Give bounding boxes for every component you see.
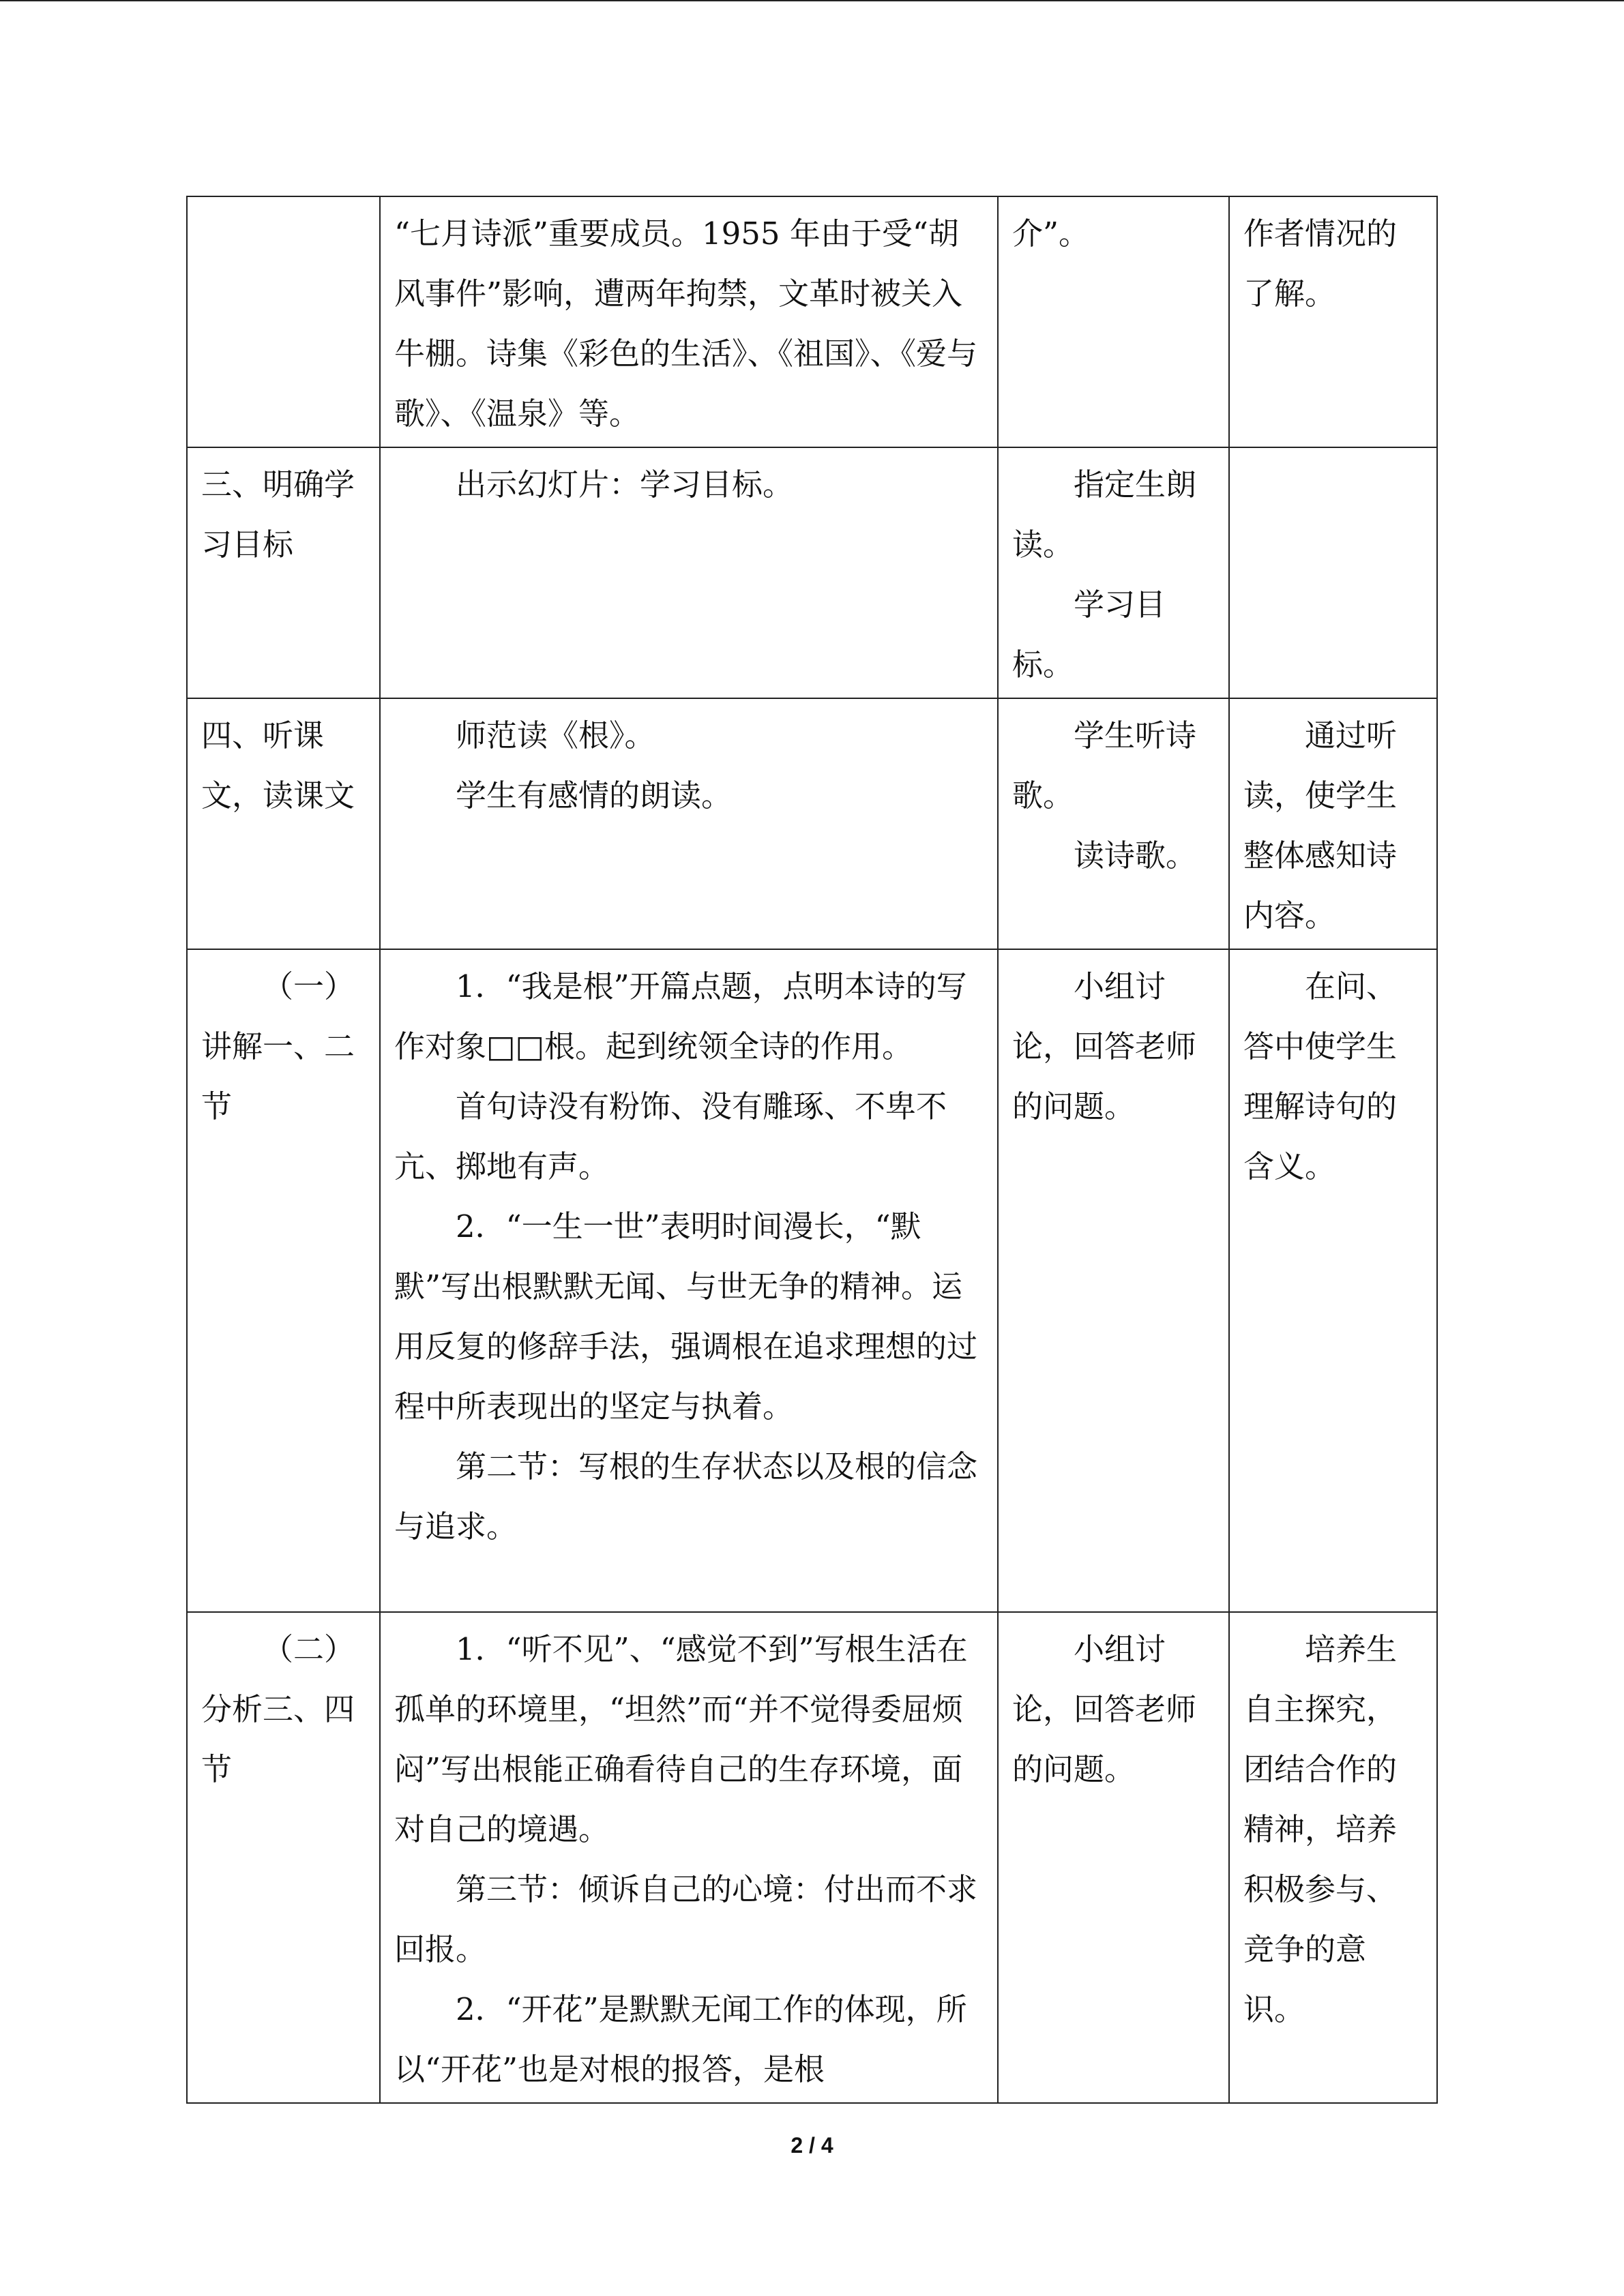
content-paragraph: 1．“我是根”开篇点题，点明本诗的写作对象□□根。起到统领全诗的作用。 [394, 968, 967, 1064]
design-intent-cell [1229, 447, 1437, 698]
content-paragraph: 2．“开花”是默默无闻工作的体现，所以“开花”也是对根的报答，是根 [394, 1991, 967, 2087]
student-activity-cell [998, 949, 1229, 1612]
step-cell [187, 196, 380, 447]
student-activity-cell [998, 447, 1229, 698]
content-paragraph: 出示幻灯片：学习目标。 [456, 466, 794, 503]
step-label: 四、听课文，读课文 [201, 717, 355, 814]
content-paragraph: 第二节：写根的生存状态以及根的信念与追求。 [394, 1448, 978, 1545]
student-paragraph: 小组讨论，回答老师的问题。 [1012, 968, 1197, 1124]
content-cell [380, 698, 998, 949]
student-activity-cell [998, 1612, 1229, 2103]
lesson-plan-table [186, 196, 1438, 2104]
step-cell [187, 698, 380, 949]
step-label: 三、明确学习目标 [201, 466, 355, 563]
student-paragraph: 学习目标。 [1012, 586, 1166, 683]
student-paragraph: 读诗歌。 [1074, 837, 1197, 874]
content-paragraph: 第三节：倾诉自己的心境：付出而不求回报。 [394, 1871, 978, 1967]
content-cell [380, 447, 998, 698]
design-intent-cell [1229, 698, 1437, 949]
content-cell [380, 1612, 998, 2103]
intent-paragraph: 作者情况的了解。 [1243, 215, 1398, 312]
student-paragraph: 指定生朗读。 [1012, 466, 1197, 563]
step-cell [187, 447, 380, 698]
student-paragraph: 小组讨论，回答老师的问题。 [1012, 1631, 1197, 1787]
step-label: （一）讲解一、二节 [201, 968, 355, 1124]
student-activity-cell [998, 196, 1229, 447]
intent-paragraph: 培养生自主探究，团结合作的精神，培养积极参与、竞争的意识。 [1243, 1631, 1398, 2027]
intent-paragraph: 在问、答中使学生理解诗句的含义。 [1243, 968, 1398, 1184]
content-paragraph: 2．“一生一世”表明时间漫长，“默默”写出根默默无闻、与世无争的精神。运用反复的修辞手法，强调根在追求理想的过程中所表现出的坚定与执着。 [394, 1208, 978, 1425]
top-border-line [0, 0, 1624, 1]
student-paragraph: 介”。 [1012, 215, 1090, 252]
step-label: （二）分析三、四节 [201, 1631, 355, 1787]
design-intent-cell [1229, 949, 1437, 1612]
content-paragraph: 首句诗没有粉饰、没有雕琢、不卑不亢、掷地有声。 [394, 1088, 947, 1184]
table-row [187, 447, 1437, 698]
content-paragraph: 1．“听不见”、“感觉不到”写根生活在孤单的环境里，“坦然”而“并不觉得委屈烦闷”写出根能正确看待自己的生存环境，面对自己的境遇。 [394, 1631, 968, 1847]
design-intent-cell [1229, 196, 1437, 447]
content-paragraph: 学生有感情的朗读。 [456, 777, 733, 814]
content-paragraph: 师范读《根》。 [456, 717, 655, 754]
table-row [187, 1612, 1437, 2103]
content-cell [380, 196, 998, 447]
student-activity-cell [998, 698, 1229, 949]
page-number: 2 / 4 [791, 2133, 833, 2158]
table-row [187, 196, 1437, 447]
intent-paragraph: 通过听读，使学生整体感知诗内容。 [1243, 717, 1398, 934]
student-paragraph: 学生听诗歌。 [1012, 717, 1197, 814]
design-intent-cell [1229, 1612, 1437, 2103]
step-cell [187, 1612, 380, 2103]
content-paragraph: “七月诗派”重要成员。1955 年由于受“胡风事件”影响，遭两年拘禁，文革时被关入牛棚。诗集《彩色的生活》、《祖国》、《爱与歌》、《温泉》等。 [394, 215, 978, 432]
step-cell [187, 949, 380, 1612]
content-cell [380, 949, 998, 1612]
table-row [187, 698, 1437, 949]
table-row [187, 949, 1437, 1612]
